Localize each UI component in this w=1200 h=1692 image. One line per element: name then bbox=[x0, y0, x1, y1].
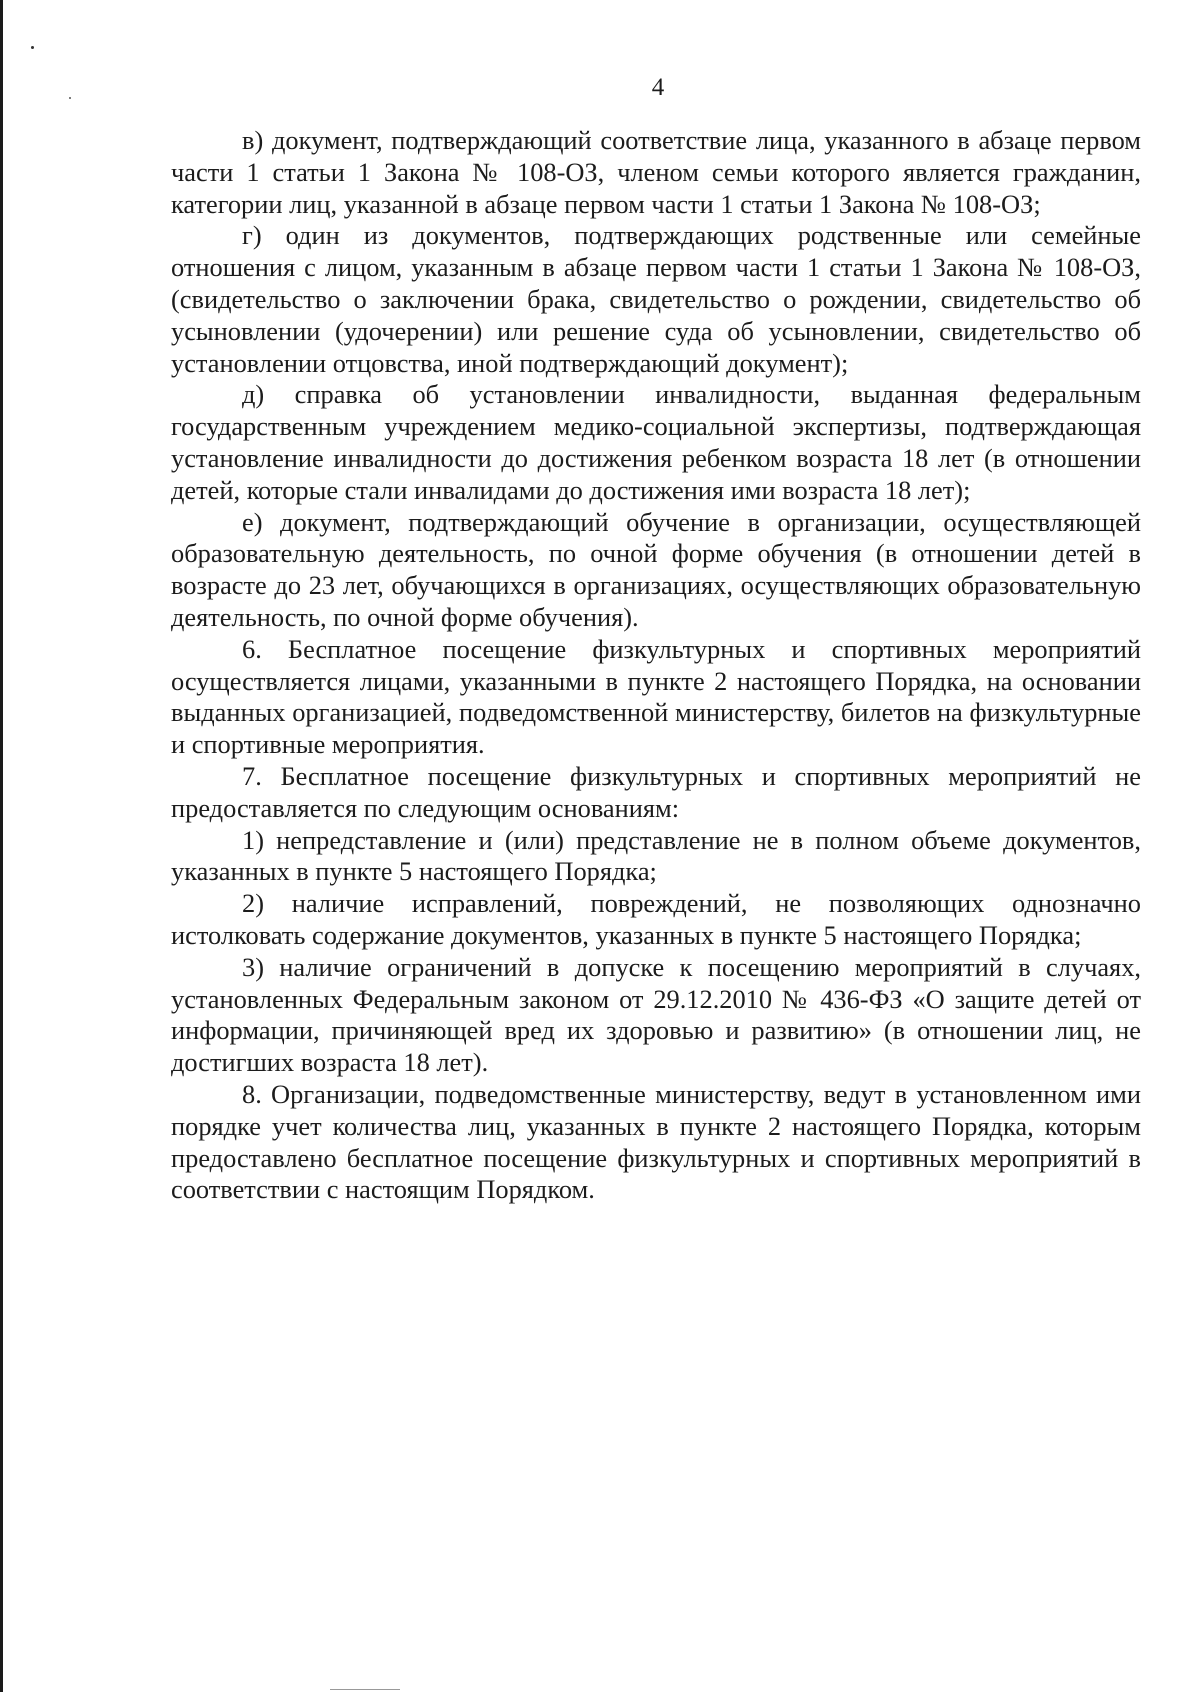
paragraph-item-e: е) документ, подтверждающий обучение в организации, осуществляющей образовательную деятельность, по очной форме обучения (в отношении детей в возрасте до 23 лет, обучающихся в организациях, осуществляющих образовательную деятельность, по очной форме обучения). bbox=[171, 506, 1141, 632]
paragraph-item-d: д) справка об установлении инвалидности, выданная федеральным государственным учреждением медико-социальной экспертизы, подтверждающая установление инвалидности до достижения ребенком возраста 18 лет (в отношении детей, которые стали инвалидами до достижения ими возраста 18 лет); bbox=[171, 379, 1141, 505]
paragraph-subitem-2: 2) наличие исправлений, повреждений, не позволяющих однозначно истолковать содержание документов, указанных в пункте 5 настоящего Порядка; bbox=[171, 888, 1141, 950]
paragraph-subitem-1: 1) непредставление и (или) представление не в полном объеме документов, указанных в пункте 5 настоящего Порядка; bbox=[171, 824, 1141, 887]
scan-left-edge bbox=[0, 0, 3, 1692]
page-number: 4 bbox=[651, 74, 665, 101]
paragraph-clause-6: 6. Бесплатное посещение физкультурных и спортивных мероприятий осуществляется лицами, указанными в пункте 2 настоящего Порядка, на основании выданных организацией, подведомственной министерству, билетов на физкультурные и спортивные мероприятия. bbox=[171, 633, 1141, 760]
paragraph-clause-8: 8. Организации, подведомственные министерству, ведут в установленном ими порядке учет количества лиц, указанных в пункте 2 настоящего Порядка, которым предоставлено бесплатное посещение физкультурных и спортивных мероприятий в соответствии с настоящим Порядком. bbox=[171, 1078, 1141, 1205]
document-body bbox=[171, 125, 1141, 1206]
paragraph-subitem-3: 3) наличие ограничений в допуске к посещению мероприятий в случаях, установленных Федеральным законом от 29.12.2010 № 436-ФЗ «О защите детей от информации, причиняющей вред их здоровью и развитию» (в отношении лиц, не достигших возраста 18 лет). bbox=[171, 951, 1141, 1078]
paragraph-item-g: г) один из документов, подтверждающих родственные или семейные отношения с лицом, указанным в абзаце первом части 1 статьи 1 Закона № 108-ОЗ, (свидетельство о заключении брака, свидетельство о рождении, свидетельство об усыновлении (удочерении) или решение суда об усыновлении, свидетельство об установлении отцовства, иной подтверждающий документ); bbox=[171, 220, 1141, 378]
paragraph-item-v: в) документ, подтверждающий соответствие лица, указанного в абзаце первом части 1 статьи 1 Закона № 108-ОЗ, членом семьи которого является гражданин, категории лиц, указанной в абзаце первом части 1 статьи 1 Закона № 108-ОЗ; bbox=[171, 125, 1141, 219]
scan-bottom-mark bbox=[330, 1689, 400, 1690]
scan-speck bbox=[31, 46, 34, 49]
paragraph-clause-7: 7. Бесплатное посещение физкультурных и спортивных мероприятий не предоставляется по следующим основаниям: bbox=[171, 760, 1141, 823]
